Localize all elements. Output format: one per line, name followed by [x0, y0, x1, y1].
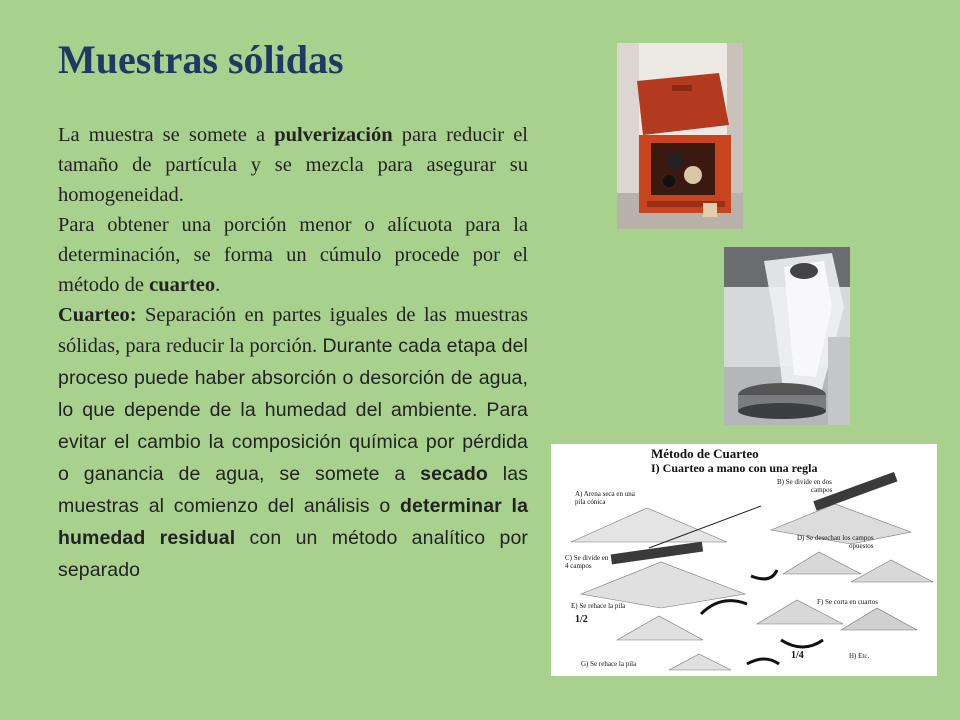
label-f: F) Se corta en cuartos — [817, 598, 879, 606]
text-run: con un método analítico por separado — [58, 527, 528, 581]
pulverizer-photo — [617, 43, 743, 229]
slide-body — [58, 120, 528, 586]
label-b: B) Se divide en dos — [777, 478, 832, 486]
label-d: D) Se desechan los campos — [797, 534, 874, 542]
paragraph-cuarteo-definition — [58, 300, 528, 586]
label-a-line2: pila cónica — [575, 498, 606, 506]
sample-bag-photo — [724, 247, 850, 425]
paragraph-pulverizacion — [58, 120, 528, 210]
text-run: La muestra se somete a — [58, 124, 275, 146]
diagram-subtitle: I) Cuarteo a mano con una regla — [651, 461, 818, 475]
text-run: las muestras al comienzo del análisis o — [58, 463, 529, 517]
label-e: E) Se rehace la pila — [571, 602, 626, 610]
text-run: Para obtener una porción menor o alícuota para la determinación, se forma un cúmulo procede por el método de — [58, 214, 528, 296]
label-quarter: 1/4 — [791, 650, 804, 661]
text-run: Durante cada etapa del proceso puede haber absorción o desorción de agua, lo que depende de la humedad del ambiente. Para evitar el cambio la composición química por pérdida o ganancia de agua, se somete a — [58, 335, 528, 485]
slide-title: Muestras sólidas — [58, 37, 344, 82]
bold-term-secado: secado — [420, 463, 488, 485]
paragraph-cuarteo-method — [58, 210, 528, 300]
bold-term-cuarteo: cuarteo — [149, 274, 216, 296]
text-run: . — [215, 274, 221, 296]
label-b-line2: campos — [811, 486, 833, 494]
label-c: C) Se divide en — [565, 554, 609, 562]
label-g: G) Se rehace la pila — [581, 660, 637, 668]
label-d-line2: opuestos — [849, 542, 874, 550]
bold-term-pulverizacion: pulverización — [274, 124, 393, 146]
text-run: Separación en partes iguales de las muestras sólidas, para reducir la porción. — [58, 304, 528, 357]
label-half: 1/2 — [575, 614, 588, 625]
text-run-sans — [58, 335, 528, 581]
bold-term-humedad-residual: determinar la humedad residual — [58, 495, 529, 549]
label-a: A) Arena seca en una — [575, 490, 635, 498]
bold-term-cuarteo-label: Cuarteo: — [58, 304, 137, 326]
cuarteo-method-diagram — [551, 444, 937, 676]
text-run: para reducir el tamaño de partícula y se mezcla para asegurar su homogeneidad. — [58, 124, 528, 206]
label-h: H) Etc. — [849, 652, 870, 660]
diagram-title: Método de Cuarteo — [651, 446, 759, 461]
label-c-line2: 4 campos — [565, 562, 592, 570]
